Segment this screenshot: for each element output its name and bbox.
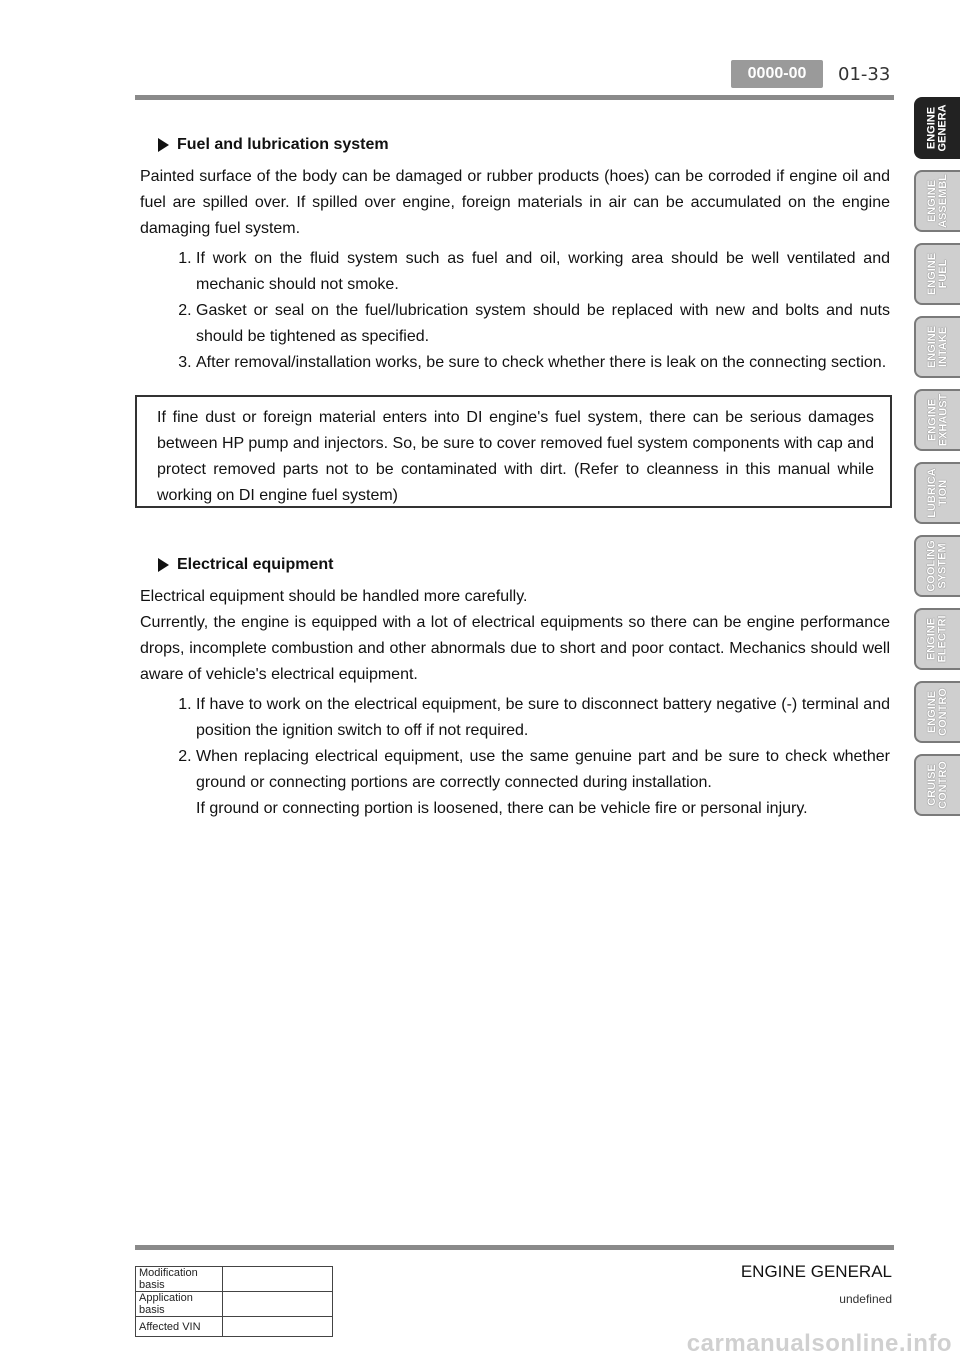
- list-item: [196, 744, 890, 822]
- tab-label: ENGINE ASSEMBL: [926, 174, 949, 228]
- table-cell-value: [223, 1292, 333, 1317]
- numbered-list: [140, 246, 890, 376]
- tab-label: ENGINE INTAKE: [926, 325, 949, 369]
- tab-engine-intake[interactable]: [914, 316, 960, 378]
- table-cell-label: Modification basis: [136, 1267, 223, 1292]
- tab-engine-fuel[interactable]: [914, 243, 960, 305]
- paragraph: Electrical equipment should be handled more carefully.: [140, 588, 528, 605]
- triangle-bullet-icon: [158, 558, 169, 572]
- tab-engine-control[interactable]: [914, 681, 960, 743]
- triangle-bullet-icon: [158, 138, 169, 152]
- tab-cooling-system[interactable]: [914, 535, 960, 597]
- page-number: 01-33: [838, 63, 891, 85]
- heading-text: Electrical equipment: [177, 556, 334, 573]
- modification-table: [135, 1266, 333, 1337]
- list-item-text: When replacing electrical equipment, use the same genuine part and be sure to check whether ground or connecting portions are correctly connected during installation.: [196, 748, 890, 791]
- table-cell-value: [223, 1267, 333, 1292]
- tab-label: ENGINE EXHAUST: [926, 393, 949, 447]
- tab-cruise-control[interactable]: [914, 754, 960, 816]
- table-cell-label: Application basis: [136, 1292, 223, 1317]
- intro-paragraph: Painted surface of the body can be damaged or rubber products (hoes) can be corroded if engine oil and fuel are spilled over. If spilled over engine, foreign materials in air can be accumulated on the engine damaging fuel system.: [140, 168, 890, 237]
- tab-lubrication[interactable]: [914, 462, 960, 524]
- tab-label: ENGINE ELECTRI: [926, 615, 949, 663]
- table-row: [136, 1267, 333, 1292]
- caution-note-box: If fine dust or foreign material enters into DI engine's fuel system, there can be serious damages between HP pump and injectors. So, be sure to cover removed fuel system components with cap and protect removed parts not to be contaminated with dirt. (Refer to cleanness in this manual while working on DI engine fuel system): [135, 395, 892, 508]
- section-code-badge: 0000-00: [731, 60, 823, 88]
- list-item: 2. Gasket or seal on the fuel/lubrication system should be replaced with new and bolts and nuts should be tightened as specified.: [196, 298, 890, 350]
- tab-label: CRUISE CONTRO: [926, 761, 950, 809]
- tab-engine-exhaust[interactable]: [914, 389, 960, 451]
- footer-subtitle: undefined: [839, 1292, 892, 1306]
- tab-label: ENGINE CONTRO: [926, 688, 950, 736]
- footer-rule: [135, 1245, 894, 1250]
- heading-text: Fuel and lubrication system: [177, 136, 389, 153]
- numbered-list: [140, 692, 890, 822]
- list-item: 3. After removal/installation works, be sure to check whether there is leak on the connecting section.: [196, 350, 890, 376]
- tab-label: COOLING SYSTEM: [926, 540, 949, 592]
- site-watermark: carmanualsonline.info: [686, 1330, 952, 1357]
- tab-label: LUBRICA TION: [926, 468, 949, 518]
- section-fuel-lubrication: [140, 132, 890, 376]
- tab-label: ENGINE FUEL: [926, 252, 949, 296]
- section-heading: [158, 132, 890, 158]
- tab-engine-electrical[interactable]: [914, 608, 960, 670]
- footer-title: ENGINE GENERAL: [740, 1262, 892, 1281]
- header-rule: [135, 95, 894, 100]
- list-item: 1. If work on the fluid system such as fuel and oil, working area should be well ventilated and mechanic should not smoke.: [196, 246, 890, 298]
- tab-engine-assembly[interactable]: [914, 170, 960, 232]
- table-row: [136, 1292, 333, 1317]
- tab-label: ENGINE GENERA: [926, 104, 949, 152]
- section-heading: [158, 552, 890, 578]
- list-item-extra: If ground or connecting portion is loosened, there can be vehicle fire or personal injury.: [196, 800, 808, 817]
- tab-engine-general[interactable]: [914, 97, 960, 159]
- list-item: 1. If have to work on the electrical equipment, be sure to disconnect battery negative (-) terminal and position the ignition switch to off if not required.: [196, 692, 890, 744]
- section-electrical: [140, 552, 890, 822]
- table-cell-label: Affected VIN: [136, 1317, 223, 1337]
- paragraph: Currently, the engine is equipped with a lot of electrical equipments so there can be engine performance drops, incomplete combustion and other abnormals due to short and poor contact. Mechanics should well aware of vehicle's electrical equipment.: [140, 614, 890, 683]
